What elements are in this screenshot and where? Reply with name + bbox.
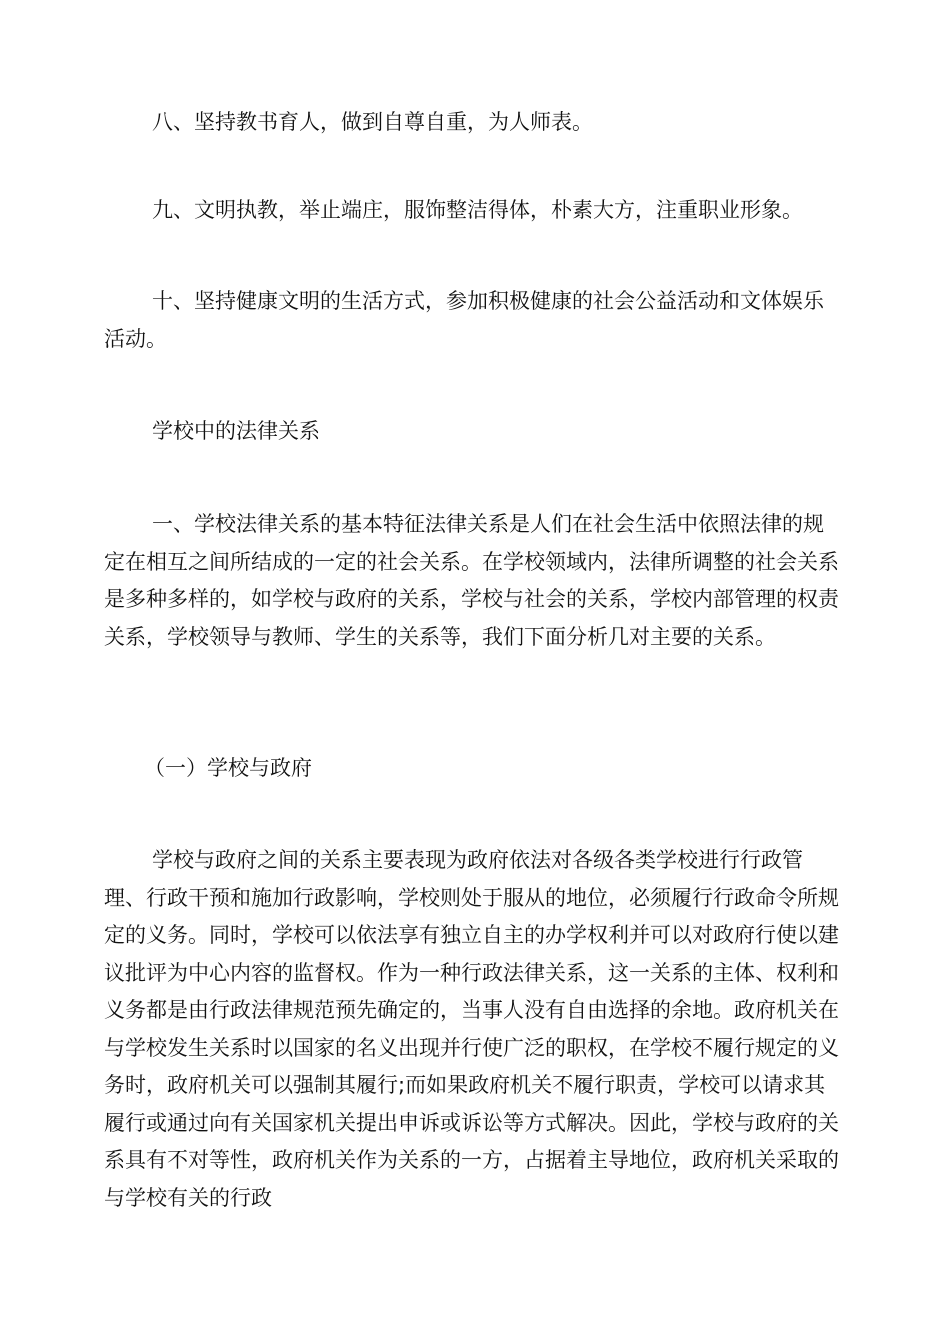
- subsection-title: （一）学校与政府: [144, 756, 312, 780]
- subsection-body-paragraph: 学校与政府之间的关系主要表现为政府依法对各级各类学校进行行政管理、行政干预和施加行政影响，学校则处于服从的地位，必须履行行政命令所规定的义务。同时，学校可以依法享有独立自主的办学权利并可以对政府行使以建议批评为中心内容的监督权。作为一种行政法律关系，这一关系的主体、权利和义务都是由行政法律规范预先确定的，当事人没有自由选择的余地。政府机关在与学校发生关系时以国家的名义出现并行使广泛的职权，在学校不履行规定的义务时，政府机关可以强制其履行;而如果政府机关不履行职责，学校可以请求其履行或通过向有关国家机关提出申诉或诉讼等方式解决。因此，学校与政府的关系具有不对等性，政府机关作为关系的一方，占据着主导地位，政府机关采取的与学校有关的行政: [104, 848, 839, 1210]
- item-9: 九、文明执教，举止端庄，服饰整洁得体，朴素大方，注重职业形象。: [152, 198, 803, 222]
- item-10: 十、坚持健康文明的生活方式，参加积极健康的社会公益活动和文体娱乐活动。: [104, 289, 824, 351]
- section-intro-paragraph: 一、学校法律关系的基本特征法律关系是人们在社会生活中依照法律的规定在相互之间所结成的一定的社会关系。在学校领域内，法律所调整的社会关系是多种多样的，如学校与政府的关系，学校与社会的关系，学校内部管理的权责关系，学校领导与教师、学生的关系等，我们下面分析几对主要的关系。: [104, 512, 839, 649]
- section-title: 学校中的法律关系: [152, 419, 320, 443]
- item-8: 八、坚持教书育人，做到自尊自重，为人师表。: [152, 110, 593, 134]
